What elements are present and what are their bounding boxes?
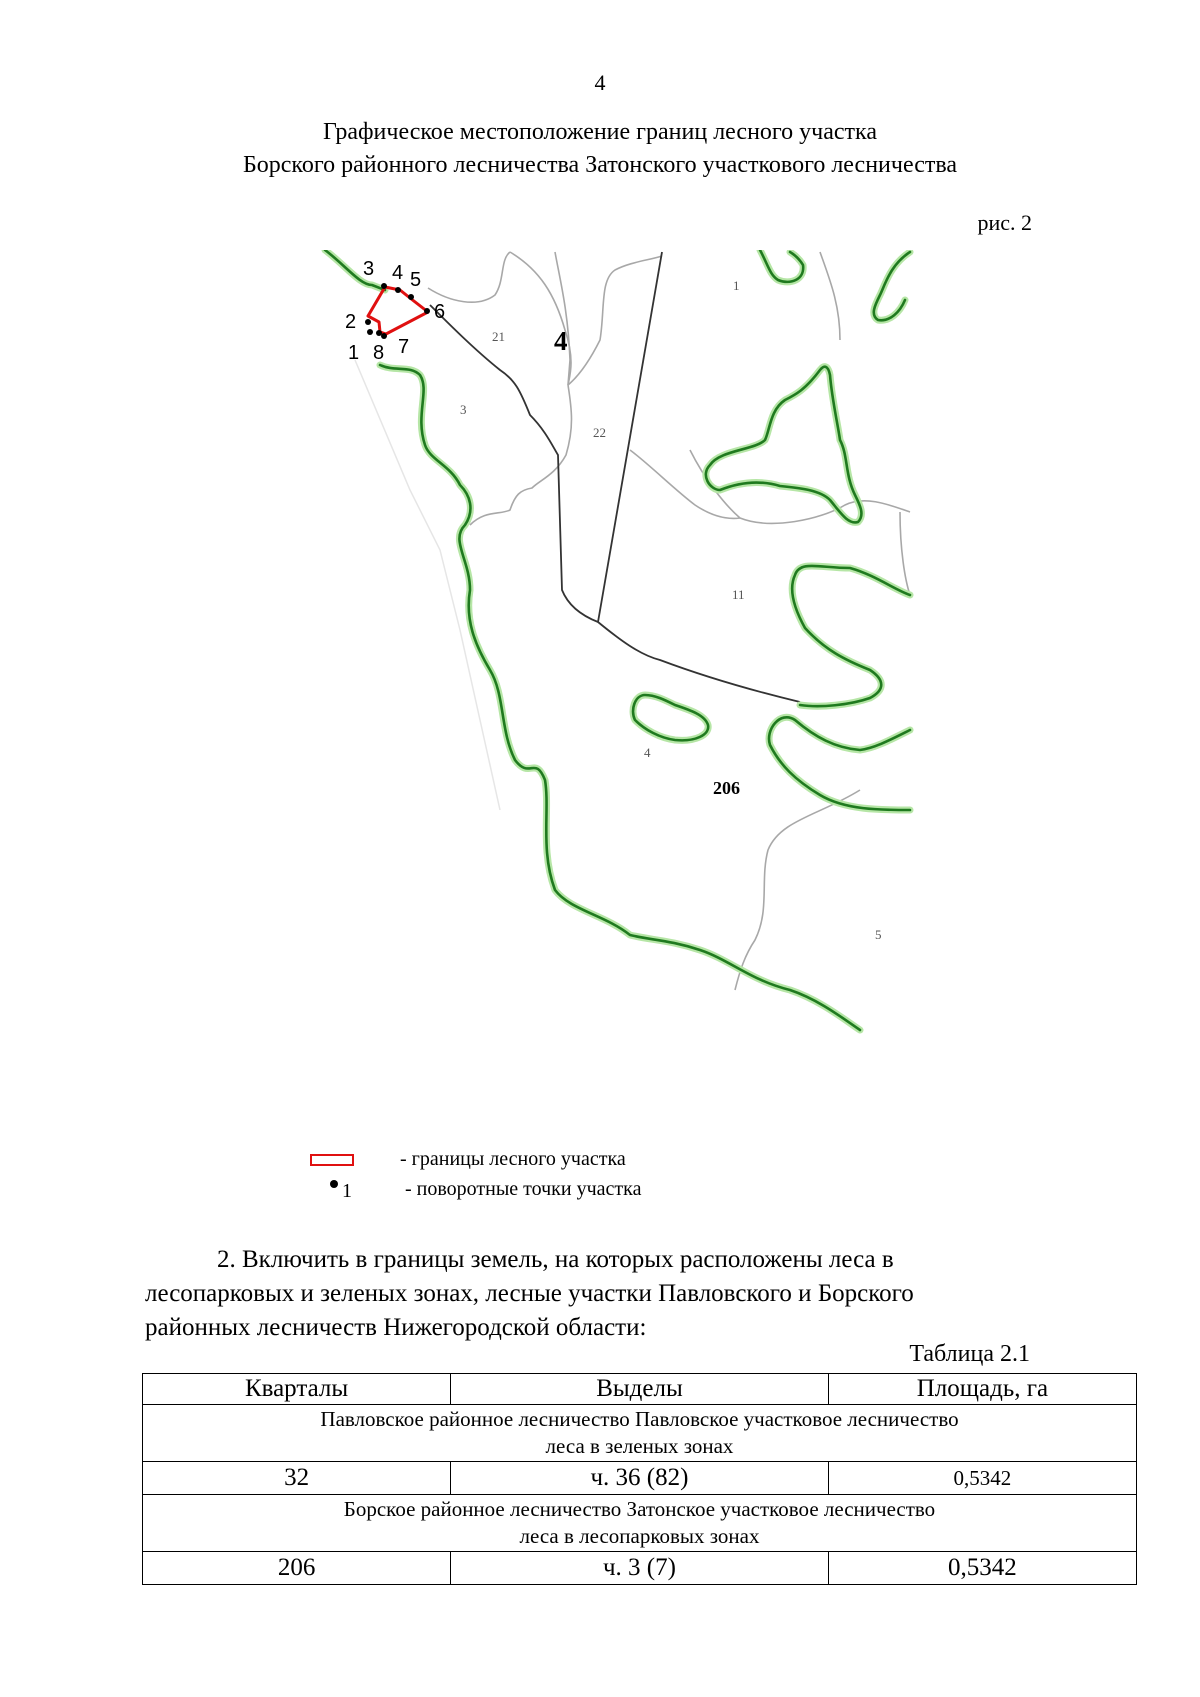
paragraph-line-2: лесопарковых и зеленых зонах, лесные участки Павловского и Борского: [145, 1280, 914, 1307]
legend-point-number: 1: [342, 1180, 352, 1202]
turning-point-dot: [381, 283, 387, 289]
quarter-lines: [430, 252, 800, 702]
turning-point-dot: [365, 319, 371, 325]
body-paragraph: [145, 1243, 1135, 1345]
point-label-3: 3: [363, 258, 375, 280]
legend-point-label: - поворотные точки участка: [405, 1178, 642, 1200]
turning-point-dots: [365, 283, 430, 339]
point-label-6: 6: [434, 301, 446, 323]
point-label-1: 1: [348, 342, 360, 364]
forest-table: [142, 1373, 1137, 1585]
point-label-8: 8: [373, 342, 385, 364]
turning-point-dot: [395, 287, 401, 293]
cell-allotment: ч. 36 (82): [451, 1462, 829, 1495]
section-subtitle: леса в зеленых зонах: [545, 1434, 734, 1458]
legend-point-dot: [330, 1180, 338, 1188]
page-title: [0, 116, 1200, 182]
point-label-7: 7: [398, 336, 410, 358]
table-row: [143, 1462, 1137, 1495]
legend-boundary-swatch: [310, 1154, 354, 1166]
allotment-label: 21: [492, 329, 505, 344]
point-label-5: 5: [410, 269, 422, 291]
allotment-lines: [428, 252, 910, 990]
section-pavlovo: [143, 1405, 1137, 1462]
legend-boundary-label: - границы лесного участка: [400, 1148, 626, 1170]
section-title: Павловское районное лесничество Павловское участковое лесничество: [320, 1407, 959, 1431]
outer-contour-line: [355, 360, 500, 810]
turning-point-dot: [367, 329, 373, 335]
header-area: Площадь, га: [828, 1374, 1136, 1405]
table-label: Таблица 2.1: [909, 1341, 1030, 1367]
allotment-label: 1: [733, 278, 740, 293]
map-svg: [300, 250, 940, 1050]
figure-label: рис. 2: [977, 210, 1032, 235]
header-quarters: Кварталы: [143, 1374, 451, 1405]
cell-allotment: ч. 3 (7): [451, 1552, 829, 1585]
point-label-4: 4: [392, 262, 404, 284]
allotment-label: 4: [644, 745, 651, 760]
table-row: [143, 1552, 1137, 1585]
allotment-label: 22: [593, 425, 606, 440]
cell-area: 0,5342: [828, 1462, 1136, 1495]
legend-points: [300, 1176, 800, 1202]
quarter-label-206: 206: [713, 778, 740, 798]
paragraph-line-1: 2. Включить в границы земель, на которых расположены леса в: [217, 1246, 894, 1273]
section-subtitle: леса в лесопарковых зонах: [519, 1524, 760, 1548]
plot-boundary: [368, 287, 428, 334]
forest-plot-map: [300, 250, 940, 1050]
table-header-row: [143, 1374, 1137, 1405]
cell-quarter: 206: [143, 1552, 451, 1585]
legend-boundary: [300, 1148, 800, 1174]
turning-point-dot: [424, 308, 430, 314]
page-number: 4: [594, 70, 606, 95]
paragraph-line-3: районных лесничеств Нижегородской области:: [145, 1314, 647, 1341]
header-allotments: Выделы: [451, 1374, 829, 1405]
title-line-2: Борского районного лесничества Затонского участкового лесничества: [242, 152, 958, 178]
turning-point-dot: [376, 330, 382, 336]
allotment-label: 5: [875, 927, 882, 942]
allotment-label: 3: [460, 402, 467, 417]
table-section-row: [143, 1495, 1137, 1552]
title-line-1: Графическое местоположение границ лесного участка: [322, 119, 877, 145]
point-label-2: 2: [345, 311, 357, 333]
allotment-label: 11: [732, 587, 745, 602]
section-bor: [143, 1495, 1137, 1552]
cell-area: 0,5342: [828, 1552, 1136, 1585]
quarter-label-4: 4: [554, 326, 568, 356]
cell-quarter: 32: [143, 1462, 451, 1495]
table-section-row: [143, 1405, 1137, 1462]
section-title: Борское районное лесничество Затонское участковое лесничество: [343, 1497, 936, 1521]
turning-point-dot: [381, 333, 387, 339]
turning-point-dot: [408, 294, 414, 300]
